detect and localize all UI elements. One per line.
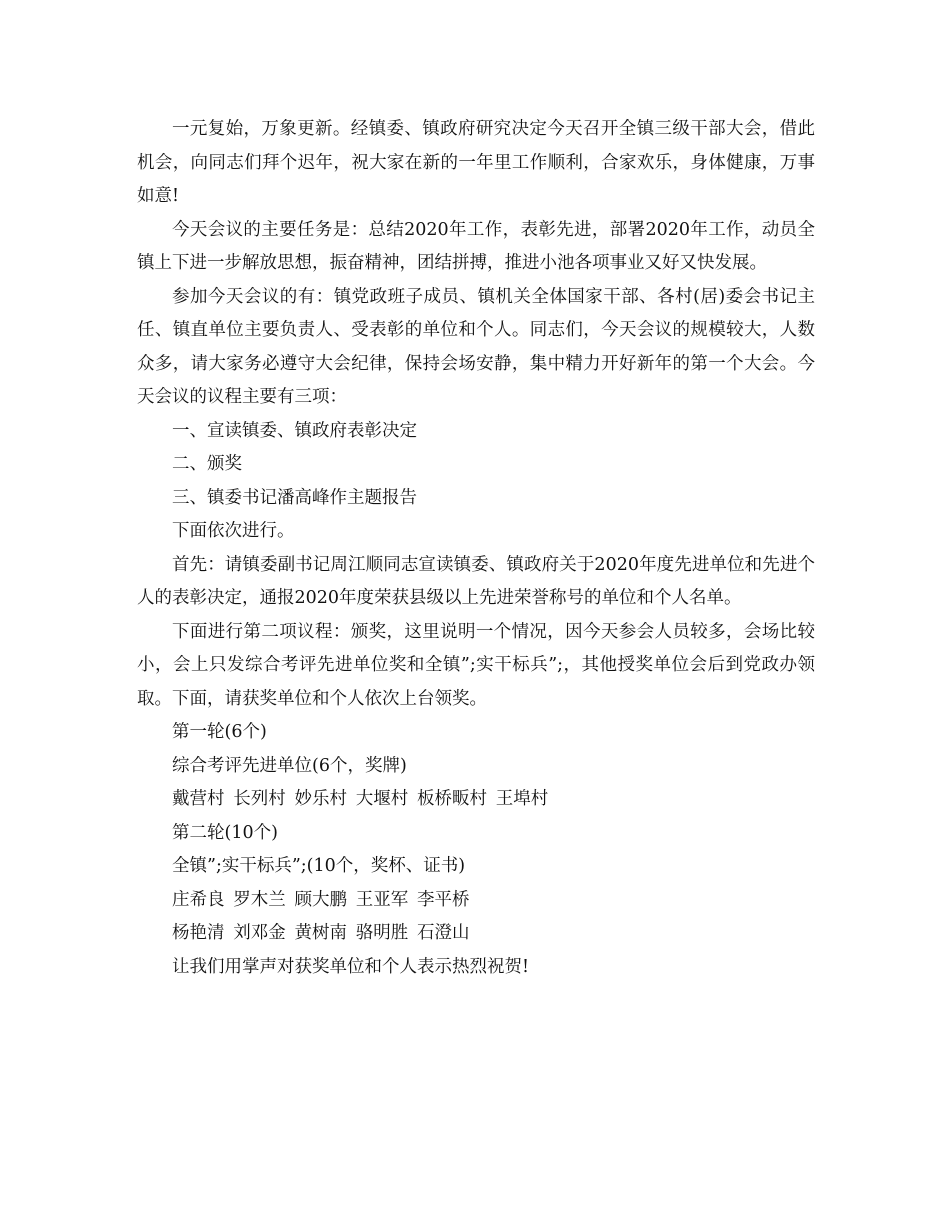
person-name: 刘邓金 xyxy=(233,923,286,943)
person-name: 黄树南 xyxy=(294,923,347,943)
unit-name: 大堰村 xyxy=(355,789,409,809)
person-name: 顾大鹏 xyxy=(294,889,347,910)
round-1-award: 综合考评先进单位(6个，奖牌) xyxy=(172,755,407,776)
person-name: 庄希良 xyxy=(172,889,225,910)
round-2-names-row-2 xyxy=(137,917,815,951)
unit-name: 长列村 xyxy=(233,789,286,809)
paragraph-first-agenda: 首先：请镇委副书记周江顺同志宣读镇委、镇政府关于2020年度先进单位和先进个人的表彰决定，通报2020年度荣获县级以上先进荣誉称号的单位和个人名单。 xyxy=(137,554,815,608)
paragraph-main-task: 今天会议的主要任务是：总结2020年工作，表彰先进，部署2020年工作，动员全镇上下进一步解放思想，振奋精神，团结拼搏，推进小池各项事业又好又快发展。 xyxy=(137,219,815,273)
closing-line: 让我们用掌声对获奖单位和个人表示热烈祝贺! xyxy=(172,956,530,977)
unit-name: 妙乐村 xyxy=(294,789,347,809)
agenda-item-1: 一、宣读镇委、镇政府表彰决定 xyxy=(172,420,417,441)
round-1-heading: 第一轮(6个) xyxy=(172,722,267,742)
agenda-item-3: 三、镇委书记潘高峰作主题报告 xyxy=(172,487,417,508)
paragraph-attendees: 参加今天会议的有：镇党政班子成员、镇机关全体国家干部、各村(居)委会书记主任、镇直单位主要负责人、受表彰的单位和个人。同志们，今天会议的规模较大，人数众多，请大家务必遵守大会纪律，保持会场安静，集中精力开好新年的第一个大会。今天会议的议程主要有三项： xyxy=(137,286,815,407)
document-body xyxy=(137,113,815,984)
paragraph-opening: 一元复始，万象更新。经镇委、镇政府研究决定今天召开全镇三级干部大会，借此机会，向同志们拜个迟年，祝大家在新的一年里工作顺利，合家欢乐，身体健康，万事如意! xyxy=(137,119,815,206)
round-2-heading: 第二轮(10个) xyxy=(172,822,278,843)
person-name: 罗木兰 xyxy=(233,889,286,910)
unit-name: 戴营村 xyxy=(172,789,225,809)
person-name: 骆明胜 xyxy=(355,923,409,943)
unit-name: 王埠村 xyxy=(495,789,549,809)
person-name: 石澄山 xyxy=(417,923,470,943)
round-1-units xyxy=(137,783,815,817)
person-name: 李平桥 xyxy=(417,889,470,910)
person-name: 王亚军 xyxy=(355,889,409,910)
round-2-names-row-1 xyxy=(137,884,815,918)
proceed-line: 下面依次进行。 xyxy=(172,521,295,541)
person-name: 杨艳清 xyxy=(172,923,225,943)
paragraph-award-notice: 下面进行第二项议程：颁奖，这里说明一个情况，因今天参会人员较多，会场比较小，会上只发综合考评先进单位奖和全镇”;实干标兵”;，其他授奖单位会后到党政办领取。下面，请获奖单位和个人依次上台领奖。 xyxy=(137,621,815,709)
agenda-item-2: 二、颁奖 xyxy=(172,454,242,474)
unit-name: 板桥畈村 xyxy=(417,789,487,809)
round-2-award: 全镇”;实干标兵”;(10个，奖杯、证书) xyxy=(172,856,466,876)
